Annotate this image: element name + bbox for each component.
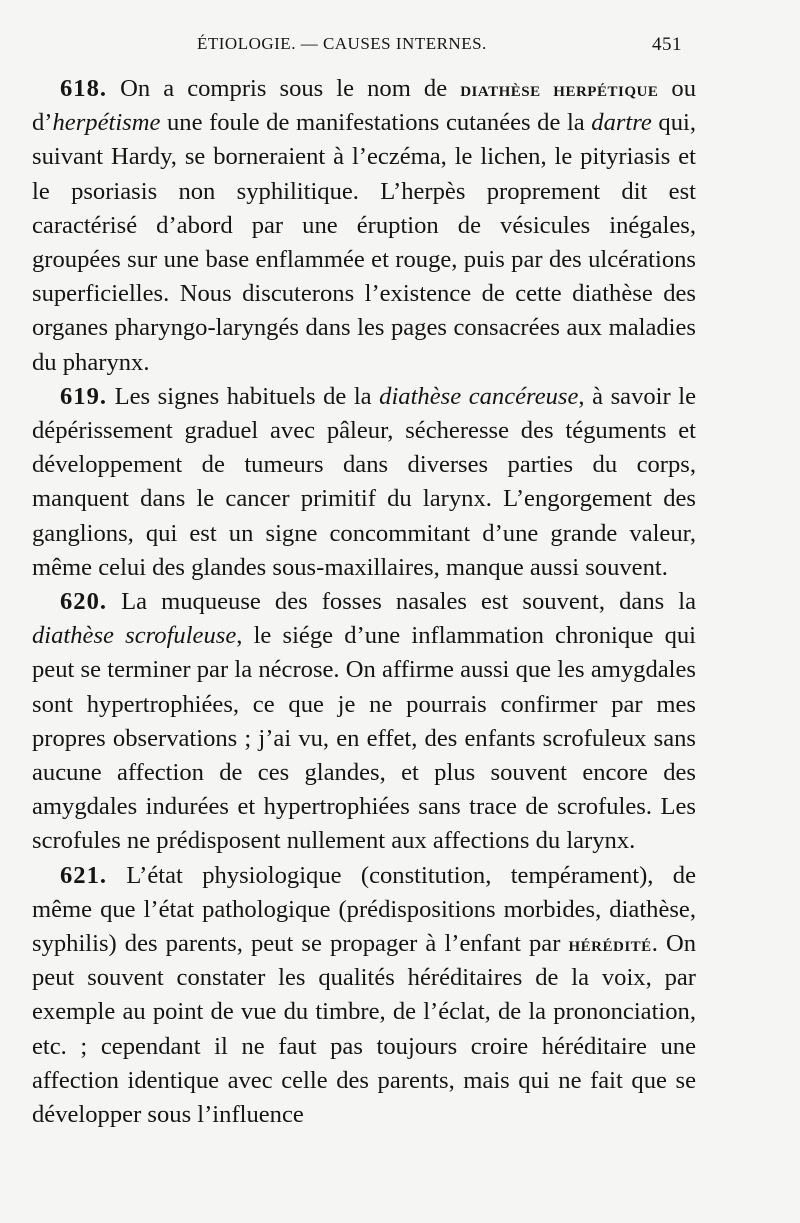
- text-segment: , à savoir le dépérissement graduel avec pâleur, sécheresse des téguments et développement de tumeurs dans diverses parties du corps, manquent dans le cancer primitif du larynx. L’engorgement des ganglions, qui est un signe concommitant d’une grande valeur, même celui des glandes sous-maxillaires, manque aussi souvent.: [32, 382, 697, 581]
- term-herpetisme: herpétisme: [52, 109, 161, 137]
- text-segment: On a compris sous le nom de: [107, 75, 461, 102]
- paragraph-621: [32, 859, 696, 1133]
- page-number: 451: [652, 34, 682, 55]
- paragraph-number: 621.: [60, 861, 108, 889]
- text-segment: une foule de manifestations cutanées de la: [160, 109, 592, 137]
- term-diathese-herpetique: diathèse herpétique: [460, 77, 659, 101]
- text-segment: Les signes habituels de la: [107, 382, 380, 410]
- paragraph-620: [32, 585, 696, 859]
- page-body: [32, 72, 696, 1132]
- running-header: [52, 34, 682, 58]
- text-segment: , le siége d’une inflammation chronique qui peut se terminer par la nécrose. On affirme aussi que les amygdales sont hypertrophiées, ce que je ne pourrais confirmer par mes propres observations ; j’ai vu, en effet, des enfants scrofuleux sans aucune affection de ces glandes, et plus souvent encore des amygdales indurées et hypertrophiées sans trace de scrofules. Les scrofules ne prédisposent nullement aux affections du larynx.: [32, 622, 696, 855]
- paragraph-number: 620.: [60, 588, 108, 616]
- text-segment: qui, suivant Hardy, se borneraient à l’eczéma, le lichen, le pityriasis et le psoriasis non syphilitique. L’herpès proprement dit est caractérisé d’abord par une éruption de vésicules inégales, groupées sur une base enflammée et rouge, puis par des ulcérations superficielles. Nous discuterons l’existence de cette diathèse des organes pharyngo-laryngés dans les pages consacrées aux maladies du pharynx.: [32, 109, 696, 376]
- term-diathese-scrofuleuse: diathèse scrofuleuse: [32, 622, 237, 650]
- paragraph-number: 619.: [60, 382, 108, 410]
- text-segment: La muqueuse des fosses nasales est souvent, dans la: [107, 588, 696, 616]
- text-segment: . On peut souvent constater les qualités héréditaires de la voix, par exemple au point de vue du timbre, de l’éclat, de la prononciation, etc. ; cependant il ne faut pas toujours croire héréditaire une affection identique avec celle des parents, mais qui ne fait que se développer sous l’influence: [32, 930, 696, 1129]
- text-segment: L’état physiologique (constitution, tempérament), de même que l’état pathologique (prédispositions morbides, diathèse, syphilis) des parents, peut se propager à l’enfant par: [32, 861, 696, 958]
- text-segment: ou d’: [32, 75, 696, 137]
- paragraph-618: [32, 72, 696, 380]
- running-title: ÉTIOLOGIE. — CAUSES INTERNES.: [197, 34, 487, 53]
- term-dartre: dartre: [591, 109, 652, 137]
- paragraph-619: [32, 380, 696, 585]
- term-diathese-cancereuse: diathèse cancéreuse: [379, 382, 579, 410]
- term-heredite: hérédité: [568, 932, 652, 957]
- paragraph-number: 618.: [60, 75, 108, 102]
